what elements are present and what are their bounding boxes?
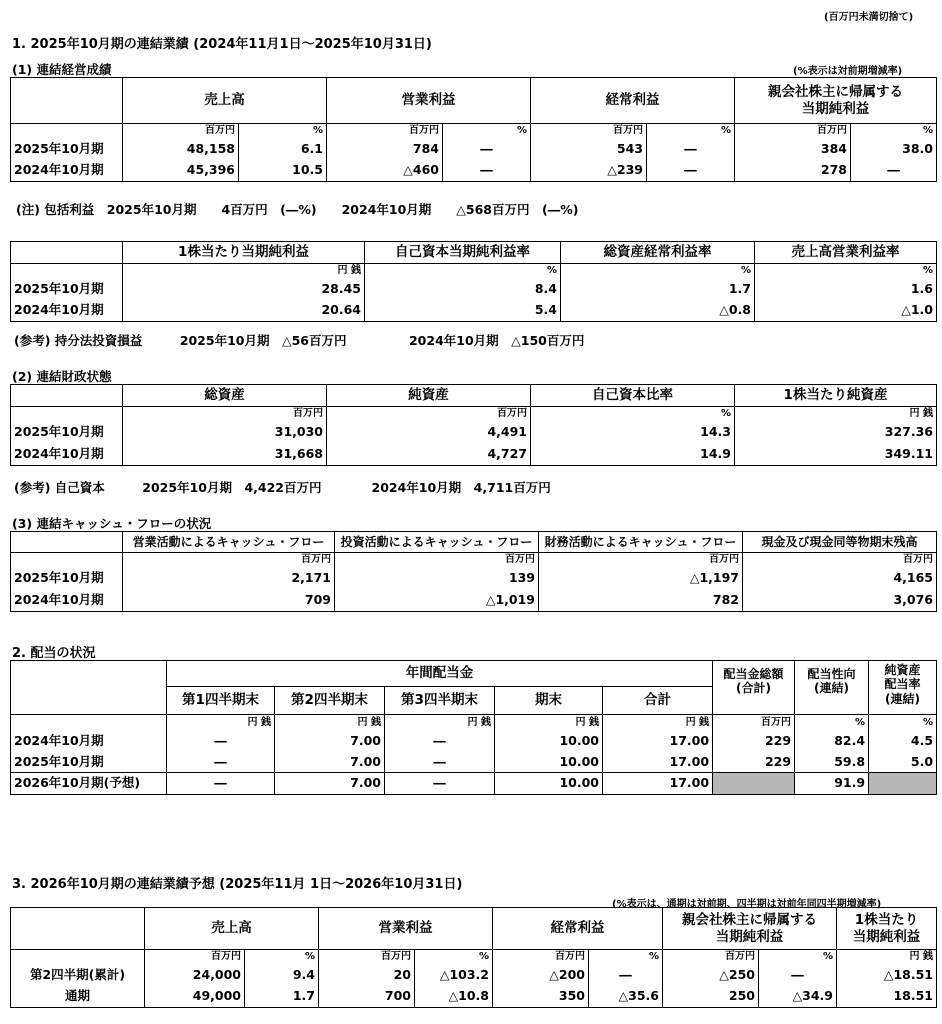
unit-cell: % [245, 950, 319, 965]
value-cell: ― [167, 752, 275, 773]
value-cell: △35.6 [589, 986, 663, 1008]
header-roe: 自己資本当期純利益率 [365, 242, 561, 264]
header-fc-net-income-line1: 親会社株主に帰属する [682, 911, 817, 928]
value-cell: ― [385, 773, 495, 795]
value-cell: 8.4 [365, 279, 561, 300]
value-cell: △18.51 [837, 965, 937, 986]
value-cell: 7.00 [275, 731, 385, 752]
header-doe [869, 661, 937, 715]
header-total-dividends-line1: 配当金総額 [723, 667, 784, 681]
header-net-income-line2: 当期純利益 [801, 100, 870, 117]
unit-cell: 百万円 [735, 124, 851, 139]
row-label: 2024年10月期 [11, 590, 123, 612]
header-payout-ratio-line2: (連結) [814, 681, 850, 696]
cash-flow-table [10, 531, 937, 612]
unit-note: (百万円未満切捨て) [824, 12, 914, 23]
unit-cell: 円 銭 [837, 950, 937, 965]
value-cell: 350 [493, 986, 589, 1008]
row-label: 2025年10月期 [11, 279, 123, 300]
value-cell: 7.00 [275, 752, 385, 773]
header-financing-cf: 財務活動によるキャッシュ・フロー [539, 532, 743, 553]
table-row [11, 160, 937, 182]
financial-position-table [10, 384, 937, 466]
value-cell: 10.00 [495, 731, 603, 752]
value-cell: 9.4 [245, 965, 319, 986]
header-fc-net-income [663, 908, 837, 950]
value-cell: 5.4 [365, 300, 561, 322]
section1-title: 1. 2025年10月期の連結業績 (2024年11月1日～2025年10月31日) [12, 37, 432, 52]
table-row [11, 568, 937, 590]
header-fc-sales: 売上高 [145, 908, 319, 950]
unit-cell: 百万円 [145, 950, 245, 965]
header-cash-balance: 現金及び現金同等物期末残高 [743, 532, 937, 553]
row-label: 2025年10月期 [11, 568, 123, 590]
unit-cell: 円 銭 [167, 715, 275, 731]
value-cell: 45,396 [123, 160, 239, 182]
value-cell: △250 [663, 965, 759, 986]
value-cell: 2,171 [123, 568, 335, 590]
value-cell: 49,000 [145, 986, 245, 1008]
value-cell: △0.8 [561, 300, 755, 322]
value-cell: 17.00 [603, 773, 713, 795]
value-cell: 24,000 [145, 965, 245, 986]
table-row [11, 752, 937, 773]
value-cell: ― [647, 160, 735, 182]
value-cell: 1.7 [561, 279, 755, 300]
header-q1: 第1四半期末 [167, 687, 275, 715]
value-cell: 14.3 [531, 422, 735, 444]
unit-cell: % [795, 715, 869, 731]
value-cell: 31,668 [123, 444, 327, 466]
header-equity-ratio: 自己資本比率 [531, 385, 735, 407]
section3-title: 3. 2026年10月期の連結業績予想 (2025年11月 1日～2026年10月31日) [12, 877, 463, 892]
shaded-cell [869, 773, 937, 795]
header-investing-cf: 投資活動によるキャッシュ・フロー [335, 532, 539, 553]
value-cell: 384 [735, 139, 851, 160]
unit-cell: 百万円 [663, 950, 759, 965]
value-cell: ― [759, 965, 837, 986]
unit-cell: 円 銭 [123, 264, 365, 279]
value-cell: 139 [335, 568, 539, 590]
value-cell: 31,030 [123, 422, 327, 444]
header-doe-line1: 純資産 [884, 663, 921, 677]
value-cell: ― [167, 773, 275, 795]
value-cell: △34.9 [759, 986, 837, 1008]
value-cell: 10.00 [495, 773, 603, 795]
row-label: 2024年10月期 [11, 731, 167, 752]
unit-cell: 百万円 [539, 553, 743, 568]
unit-cell: % [239, 124, 327, 139]
value-cell: 709 [123, 590, 335, 612]
dividends-table [10, 660, 937, 795]
value-cell: ― [443, 139, 531, 160]
header-sales: 売上高 [123, 78, 327, 124]
value-cell: 28.45 [123, 279, 365, 300]
subsection2-title: (2) 連結財政状態 [12, 369, 112, 384]
table-row [11, 965, 937, 986]
value-cell: △200 [493, 965, 589, 986]
table-row [11, 279, 937, 300]
value-cell: △1.0 [755, 300, 937, 322]
value-cell: 1.6 [755, 279, 937, 300]
unit-cell: 百万円 [319, 950, 415, 965]
value-cell: 14.9 [531, 444, 735, 466]
header-doe-line3: (連結) [885, 691, 921, 706]
ratios-table [10, 241, 937, 322]
row-label: 2024年10月期 [11, 300, 123, 322]
value-cell: 229 [713, 731, 795, 752]
value-cell: △103.2 [415, 965, 493, 986]
unit-cell: 百万円 [743, 553, 937, 568]
value-cell: △10.8 [415, 986, 493, 1008]
value-cell: 10.5 [239, 160, 327, 182]
value-cell: ― [167, 731, 275, 752]
value-cell: 349.11 [735, 444, 937, 466]
unit-cell: 百万円 [327, 407, 531, 422]
unit-cell: % [589, 950, 663, 965]
unit-cell: % [755, 264, 937, 279]
unit-cell: 円 銭 [385, 715, 495, 731]
header-fc-eps [837, 908, 937, 950]
header-payout-ratio-line1: 配当性向 [807, 667, 856, 681]
header-operating-margin: 売上高営業利益率 [755, 242, 937, 264]
header-annual-dividends: 年間配当金 [167, 661, 713, 687]
value-cell: △1,019 [335, 590, 539, 612]
subsection3-title: (3) 連結キャッシュ・フローの状況 [12, 516, 212, 531]
table-row [11, 444, 937, 466]
header-net-income [735, 78, 937, 124]
value-cell: △460 [327, 160, 443, 182]
value-cell: ― [589, 965, 663, 986]
header-total-dividends [713, 661, 795, 715]
unit-cell: 百万円 [713, 715, 795, 731]
row-label: 2025年10月期 [11, 422, 123, 444]
shaded-cell [713, 773, 795, 795]
header-q3: 第3四半期末 [385, 687, 495, 715]
header-fc-operating-income: 営業利益 [319, 908, 493, 950]
row-label: 第2四半期(累計) [11, 965, 145, 986]
value-cell: 229 [713, 752, 795, 773]
header-q2: 第2四半期末 [275, 687, 385, 715]
value-cell: 543 [531, 139, 647, 160]
table-row [11, 773, 937, 795]
value-cell: 700 [319, 986, 415, 1008]
value-cell: 18.51 [837, 986, 937, 1008]
value-cell: 1.7 [245, 986, 319, 1008]
unit-cell: % [759, 950, 837, 965]
header-fc-net-income-line2: 当期純利益 [715, 928, 784, 945]
value-cell: 784 [327, 139, 443, 160]
header-operating-income: 営業利益 [327, 78, 531, 124]
row-label: 2025年10月期 [11, 139, 123, 160]
row-label: 通期 [11, 986, 145, 1008]
value-cell: ― [647, 139, 735, 160]
value-cell: 4,491 [327, 422, 531, 444]
unit-cell: % [851, 124, 937, 139]
row-label: 2024年10月期 [11, 160, 123, 182]
forecast-table [10, 907, 937, 1008]
unit-cell: 円 銭 [735, 407, 937, 422]
table-row [11, 986, 937, 1008]
unit-cell: 百万円 [123, 553, 335, 568]
header-net-income-line1: 親会社株主に帰属する [768, 83, 903, 100]
header-total: 合計 [603, 687, 713, 715]
unit-cell: % [415, 950, 493, 965]
unit-cell: % [443, 124, 531, 139]
unit-cell: 百万円 [123, 407, 327, 422]
operating-results-table [10, 77, 937, 182]
header-year-end: 期末 [495, 687, 603, 715]
value-cell: 6.1 [239, 139, 327, 160]
unit-cell: 円 銭 [603, 715, 713, 731]
unit-cell: 円 銭 [495, 715, 603, 731]
value-cell: △239 [531, 160, 647, 182]
unit-cell: 百万円 [493, 950, 589, 965]
header-total-dividends-line2: (合計) [736, 681, 772, 696]
header-bps: 1株当たり純資産 [735, 385, 937, 407]
unit-cell: 百万円 [327, 124, 443, 139]
header-doe-line2: 配当率 [884, 677, 921, 692]
value-cell: ― [385, 752, 495, 773]
value-cell: 4.5 [869, 731, 937, 752]
row-label: 2024年10月期 [11, 444, 123, 466]
table-row [11, 731, 937, 752]
value-cell: 5.0 [869, 752, 937, 773]
equity-method-note: (参考) 持分法投資損益 2025年10月期 △56百万円 2024年10月期 △150百万円 [14, 333, 585, 348]
value-cell: 59.8 [795, 752, 869, 773]
header-total-assets: 総資産 [123, 385, 327, 407]
header-payout-ratio [795, 661, 869, 715]
unit-cell: 百万円 [531, 124, 647, 139]
table-row [11, 139, 937, 160]
row-label: 2026年10月期(予想) [11, 773, 167, 795]
header-eps: 1株当たり当期純利益 [123, 242, 365, 264]
unit-cell: 円 銭 [275, 715, 385, 731]
section2-title: 2. 配当の状況 [12, 646, 96, 661]
value-cell: 327.36 [735, 422, 937, 444]
subsection1-title: (1) 連結経営成績 [12, 62, 112, 77]
table-row [11, 300, 937, 322]
unit-cell: % [365, 264, 561, 279]
value-cell: 91.9 [795, 773, 869, 795]
header-ordinary-income: 経常利益 [531, 78, 735, 124]
value-cell: 7.00 [275, 773, 385, 795]
table-row [11, 422, 937, 444]
value-cell: 4,727 [327, 444, 531, 466]
pct-change-note: (%表示は対前期増減率) [793, 66, 903, 77]
header-roa: 総資産経常利益率 [561, 242, 755, 264]
value-cell: 278 [735, 160, 851, 182]
forecast-pct-note: (%表示は、通期は対前期、四半期は対前年同四半期増減率) [612, 899, 882, 910]
value-cell: 48,158 [123, 139, 239, 160]
value-cell: 10.00 [495, 752, 603, 773]
value-cell: ― [385, 731, 495, 752]
value-cell: 250 [663, 986, 759, 1008]
unit-cell: % [869, 715, 937, 731]
table-row [11, 590, 937, 612]
value-cell: 4,165 [743, 568, 937, 590]
value-cell: 782 [539, 590, 743, 612]
value-cell: △1,197 [539, 568, 743, 590]
value-cell: 82.4 [795, 731, 869, 752]
value-cell: ― [851, 160, 937, 182]
comprehensive-income-note: (注) 包括利益 2025年10月期 4百万円 (―%) 2024年10月期 △568百万円 (―%) [16, 202, 579, 217]
own-capital-note: (参考) 自己資本 2025年10月期 4,422百万円 2024年10月期 4,711百万円 [14, 480, 551, 495]
value-cell: 20 [319, 965, 415, 986]
row-label: 2025年10月期 [11, 752, 167, 773]
value-cell: 20.64 [123, 300, 365, 322]
header-fc-eps-line2: 当期純利益 [852, 928, 921, 945]
unit-cell: % [561, 264, 755, 279]
value-cell: 38.0 [851, 139, 937, 160]
unit-cell: % [531, 407, 735, 422]
unit-cell: 百万円 [123, 124, 239, 139]
value-cell: 17.00 [603, 752, 713, 773]
unit-cell: 百万円 [335, 553, 539, 568]
value-cell: 17.00 [603, 731, 713, 752]
unit-cell: % [647, 124, 735, 139]
header-operating-cf: 営業活動によるキャッシュ・フロー [123, 532, 335, 553]
value-cell: ― [443, 160, 531, 182]
header-fc-eps-line1: 1株当たり [854, 911, 919, 928]
value-cell: 3,076 [743, 590, 937, 612]
header-net-assets: 純資産 [327, 385, 531, 407]
header-fc-ordinary-income: 経常利益 [493, 908, 663, 950]
